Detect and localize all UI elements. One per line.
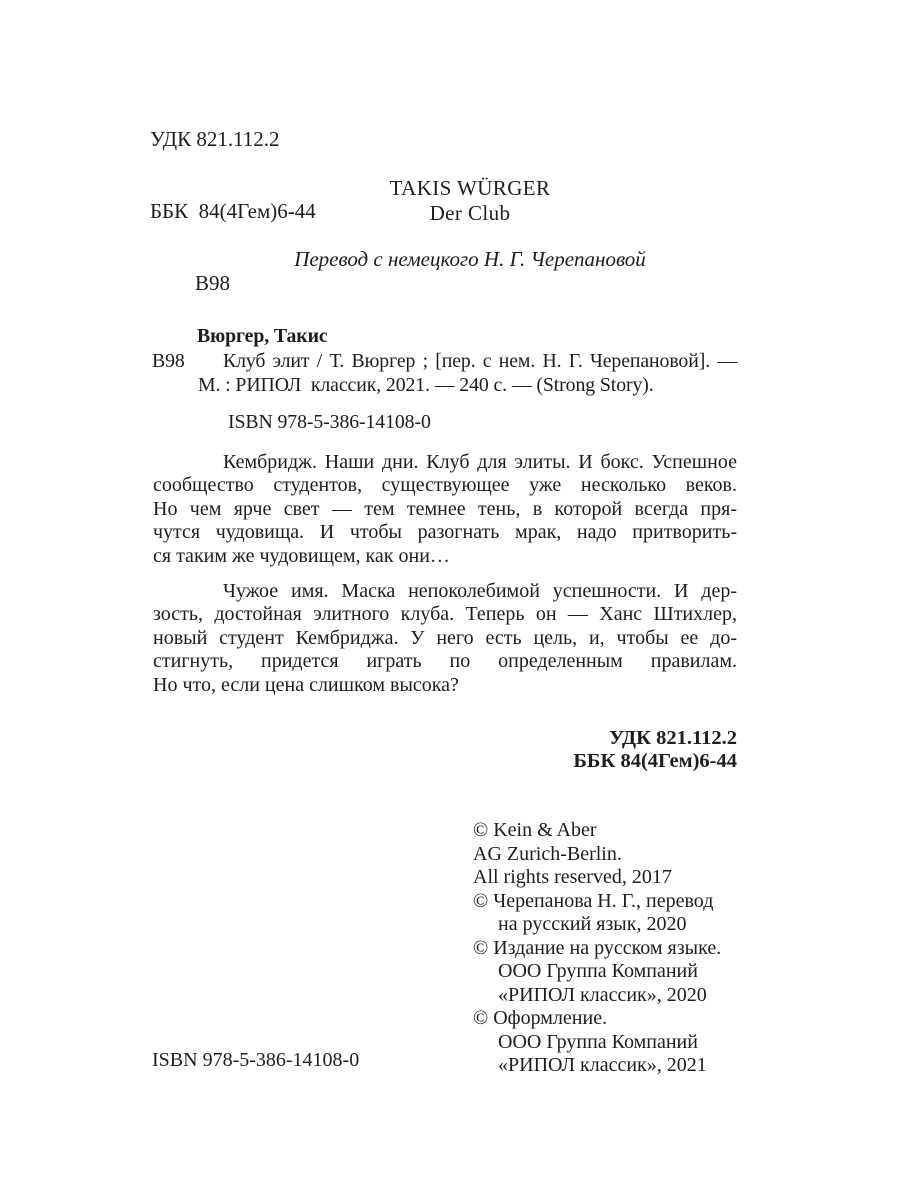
copyright-line: © Kein & Aber	[473, 819, 597, 841]
annotation-line: стигнуть, придется играть по определенным правилам.	[153, 650, 737, 673]
copyright-line: «РИПОЛ классик», 2021	[498, 1054, 707, 1076]
card-imprint-line: М. : РИПОЛ классик, 2021. — 240 с. — (Strong Story).	[198, 374, 654, 396]
annotation-line: Но что, если цена слишком высока?	[153, 673, 459, 696]
copyright-block	[473, 819, 721, 1078]
udk-code-bottom: УДК 821.112.2	[609, 727, 737, 749]
annotation-line: Чужое имя. Маска непоколебимой успешности. И дер-	[223, 580, 737, 603]
card-author: Вюргер, Такис	[197, 325, 328, 347]
card-author-sign: В98	[152, 349, 185, 372]
copyright-line: All rights reserved, 2017	[473, 866, 672, 888]
author-sign-code: В98	[195, 271, 231, 295]
annotation-line: ся таким же чудовищем, как они…	[153, 544, 450, 567]
card-bibliographic-line	[153, 349, 737, 374]
udk-code: УДК 821.112.2	[150, 127, 280, 151]
copyright-line: ООО Группа Компаний	[498, 960, 698, 982]
copyright-line: «РИПОЛ классик», 2020	[498, 983, 707, 1006]
annotation-line: зость, достойная элитного клуба. Теперь он — Ханс Штихлер,	[153, 603, 737, 626]
annotation-line: Кембридж. Наши дни. Клуб для элиты. И бокс. Успешное	[223, 451, 737, 473]
classification-codes-bottom	[573, 727, 737, 773]
copyright-line: AG Zurich-Berlin.	[473, 842, 622, 865]
bbk-code: ББК 84(4Гем)6-44	[150, 199, 316, 223]
annotation	[153, 451, 737, 697]
translation-credit: Перевод с немецкого Н. Г. Черепановой	[294, 247, 646, 271]
annotation-paragraph-1	[153, 451, 737, 568]
title-block	[155, 176, 785, 226]
annotation-line: сообщество студентов, существующее уже несколько веков.	[153, 474, 737, 497]
isbn-card: ISBN 978-5-386-14108-0	[228, 410, 431, 433]
bbk-code-bottom: ББК 84(4Гем)6-44	[573, 750, 737, 772]
copyright-line: © Оформление.	[473, 1007, 608, 1029]
copyright-line: на русский язык, 2020	[498, 913, 687, 935]
copyright-line: © Издание на русском языке.	[473, 936, 722, 959]
annotation-paragraph-2	[153, 580, 737, 697]
copyright-line: © Черепанова Н. Г., перевод	[473, 889, 714, 912]
annotation-line: чутся чудовища. И чтобы разогнать мрак, надо притворить-	[153, 521, 737, 544]
annotation-line: новый студент Кембриджа. У него есть цель, и, чтобы ее до-	[153, 626, 737, 649]
isbn-bottom: ISBN 978-5-386-14108-0	[152, 1049, 360, 1071]
annotation-line: Но чем ярче свет — тем темнее тень, в которой всегда пря-	[153, 497, 737, 520]
copyright-line: ООО Группа Компаний	[498, 1030, 698, 1053]
original-title: Der Club	[429, 201, 511, 225]
card-line1-text: Клуб элит / Т. Вюргер ; [пер. с нем. Н. Г. Черепановой]. —	[223, 349, 737, 372]
original-author: TAKIS WÜRGER	[389, 176, 551, 200]
catalog-card	[153, 324, 737, 434]
